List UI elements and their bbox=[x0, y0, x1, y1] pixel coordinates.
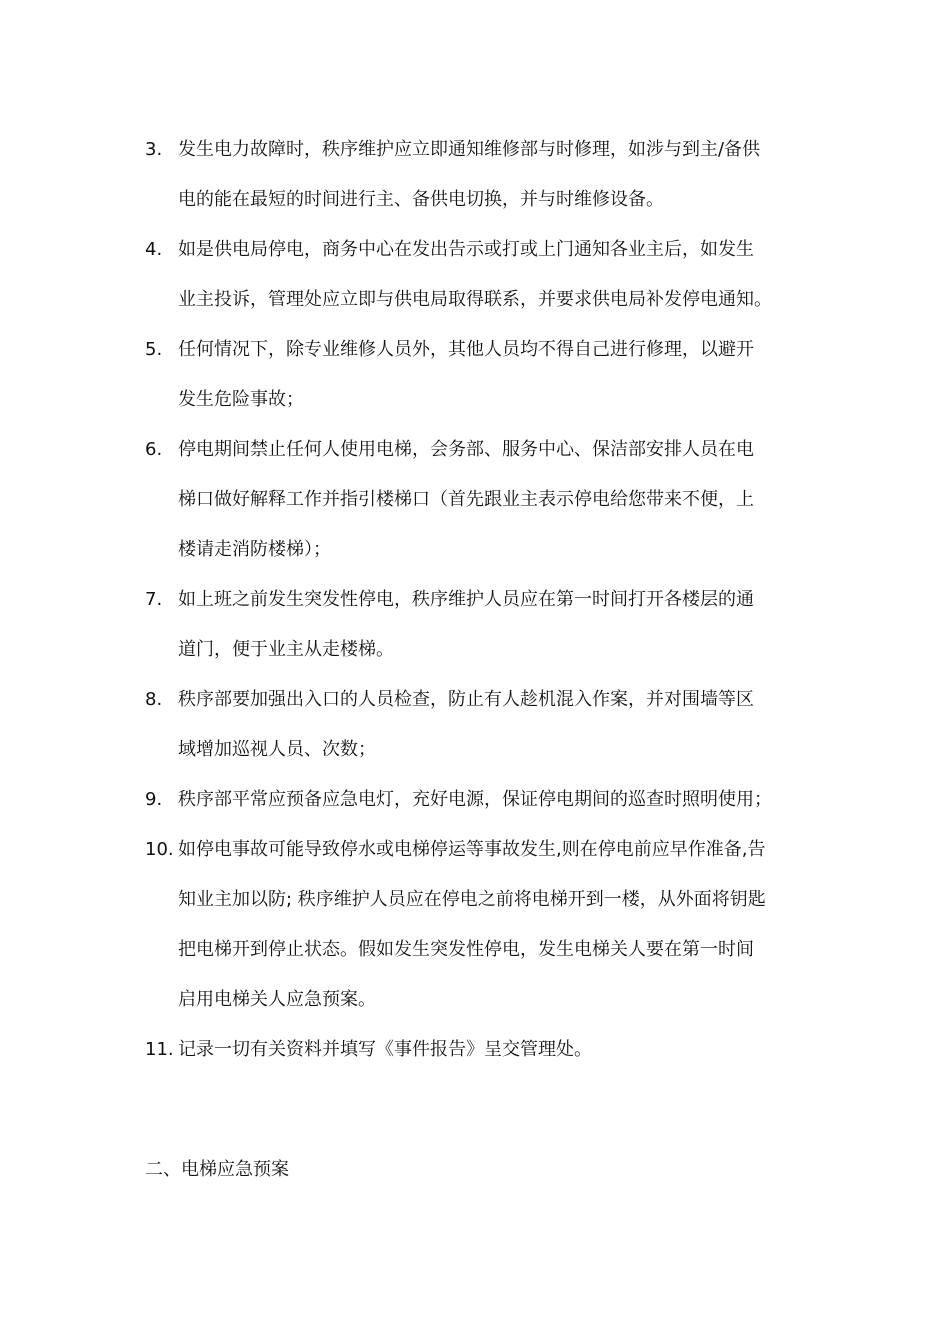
item-text-line: 梯口做好解释工作并指引楼梯口（首先跟业主表示停电给您带来不便，上 bbox=[178, 489, 754, 510]
item-number: 10. bbox=[145, 839, 174, 860]
item-text-line: 秩序部要加强出入口的人员检查，防止有人趁机混入作案，并对围墙等区 bbox=[178, 689, 754, 710]
item-text-line: 停电期间禁止任何人使用电梯，会务部、服务中心、保洁部安排人员在电 bbox=[178, 439, 754, 460]
item-text-line: 启用电梯关人应急预案。 bbox=[178, 989, 376, 1010]
item-text-line: 如是供电局停电，商务中心在发出告示或打或上门通知各业主后，如发生 bbox=[178, 239, 754, 260]
list-item bbox=[145, 675, 815, 775]
item-text-line: 道门，便于业主从走楼梯。 bbox=[178, 639, 394, 660]
item-text-line: 电的能在最短的时间进行主、备供电切换，并与时维修设备。 bbox=[178, 189, 664, 210]
item-number: 6. bbox=[145, 439, 163, 460]
item-text-line: 发生危险事故； bbox=[178, 389, 304, 410]
list-item bbox=[145, 1025, 815, 1075]
list-item bbox=[145, 575, 815, 675]
list-item bbox=[145, 225, 815, 325]
item-number: 3. bbox=[145, 139, 163, 160]
section-title: 二、电梯应急预案 bbox=[145, 1159, 289, 1180]
item-number: 11. bbox=[145, 1039, 174, 1060]
item-text-line: 业主投诉，管理处应立即与供电局取得联系，并要求供电局补发停电通知。 bbox=[178, 289, 772, 310]
item-text-line: 知业主加以防; 秩序维护人员应在停电之前将电梯开到一楼，从外面将钥匙 bbox=[178, 889, 766, 910]
item-text-line: 任何情况下，除专业维修人员外，其他人员均不得自己进行修理，以避开 bbox=[178, 339, 754, 360]
item-text-line: 把电梯开到停止状态。假如发生突发性停电，发生电梯关人要在第一时间 bbox=[178, 939, 754, 960]
item-number: 4. bbox=[145, 239, 163, 260]
list-item bbox=[145, 825, 815, 1025]
procedure-list bbox=[145, 125, 815, 1075]
item-text-line: 如上班之前发生突发性停电，秩序维护人员应在第一时间打开各楼层的通 bbox=[178, 589, 754, 610]
item-text-line: 楼请走消防楼梯）； bbox=[178, 539, 331, 560]
item-text-line: 秩序部平常应预备应急电灯，充好电源，保证停电期间的巡查时照明使用； bbox=[178, 789, 772, 810]
item-number: 8. bbox=[145, 689, 163, 710]
item-text-line: 记录一切有关资料并填写《事件报告》呈交管理处。 bbox=[178, 1039, 592, 1060]
item-text-line: 域增加巡视人员、次数； bbox=[178, 739, 376, 760]
item-number: 5. bbox=[145, 339, 163, 360]
list-item bbox=[145, 125, 815, 225]
item-text-line: 发生电力故障时，秩序维护应立即通知维修部与时修理，如涉与到主/备供 bbox=[178, 139, 761, 160]
item-text-line: 如停电事故可能导致停水或电梯停运等事故发生,则在停电前应早作准备,告 bbox=[178, 839, 766, 860]
item-number: 7. bbox=[145, 589, 163, 610]
list-item bbox=[145, 325, 815, 425]
list-item bbox=[145, 775, 815, 825]
item-number: 9. bbox=[145, 789, 163, 810]
list-item bbox=[145, 425, 815, 575]
